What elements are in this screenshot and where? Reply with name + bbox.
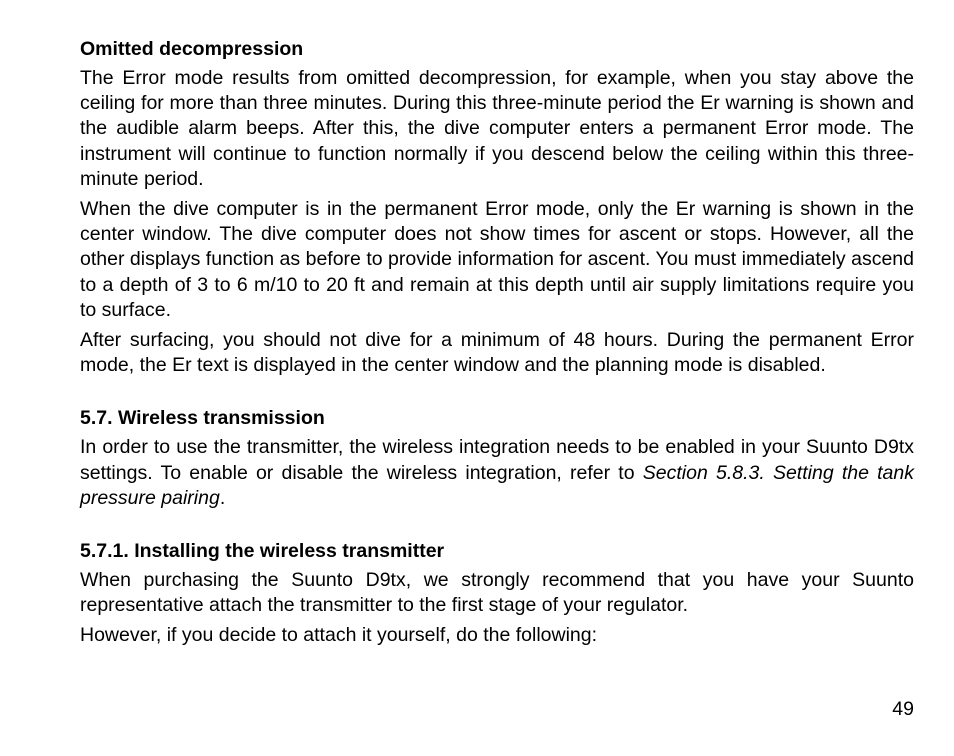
section-installing-transmitter (80, 538, 914, 649)
section-heading: Omitted decompression (80, 38, 304, 60)
section-spacer (80, 383, 914, 405)
section-heading: 5.7.1. Installing the wireless transmitter (80, 540, 445, 563)
section-wireless-transmission (80, 405, 914, 511)
paragraph: When purchasing the Suunto D9tx, we strongly recommend that you have your Suunto representative attach the transmitter to the first stage of your regulator. (80, 569, 914, 617)
paragraph: After surfacing, you should not dive for a minimum of 48 hours. During the permanent Error mode, the Er text is displayed in the center window and the planning mode is disabled. (80, 329, 914, 377)
document-page (80, 36, 914, 654)
section-heading: 5.7. Wireless transmission (80, 407, 325, 430)
paragraph-text: In order to use the transmitter, the wireless integration needs to be enabled in your Suunto D9tx settings. To enable or disable the wireless integration, refer to (80, 436, 914, 484)
paragraph: When the dive computer is in the permanent Error mode, only the Er warning is shown in the center window. The dive computer does not show times for ascent or stops. However, all the other displays function as before to provide information for ascent. You must immediately ascend to a depth of 3 to 6 m/10 to 20 ft and remain at this depth until air supply limitations require you to surface. (80, 198, 914, 321)
paragraph-text: . (219, 486, 226, 509)
paragraph: The Error mode results from omitted decompression, for example, when you stay above the ceiling for more than three minutes. During this three-minute period the Er warning is shown and the audible alarm beeps. After this, the dive computer enters a permanent Error mode. The instrument will continue to function normally if you descend below the ceiling within this three-minute period. (80, 67, 914, 190)
section-omitted-decompression (80, 36, 914, 378)
section-spacer (80, 516, 914, 538)
paragraph (80, 435, 914, 511)
page-number: 49 (892, 698, 914, 720)
paragraph: However, if you decide to attach it yourself, do the following: (80, 624, 598, 647)
section-reference-link[interactable]: Section 5.8.3. Setting the tank pressure pairing (80, 461, 914, 509)
